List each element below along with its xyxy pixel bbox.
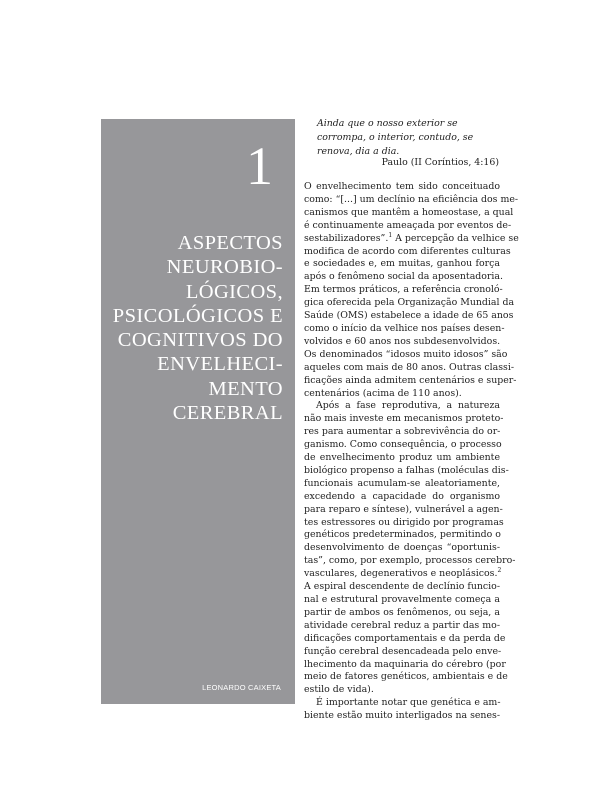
body-line: canismos que mantêm a homeostase, a qual (304, 206, 514, 218)
body-line: desenvolvimento de doenças “oportunis- (304, 542, 500, 554)
body-line: é continuamente ameaçada por eventos de- (304, 219, 512, 231)
body-line: Saúde (OMS) estabelece a idade de 65 anos (304, 310, 514, 322)
reference-mark: 2 (497, 567, 502, 575)
body-line-head: sestabilizadores”. (304, 232, 389, 244)
body-line: aqueles com mais de 80 anos. Outras classi- (304, 361, 515, 373)
body-line: Em termos práticos, a referência cronoló- (304, 284, 503, 296)
body-line: res para aumentar a sobrevivência do or- (304, 426, 501, 438)
body-line (304, 231, 519, 246)
body-line: biente estão muito interligados na senes- (304, 710, 500, 722)
body-line: partir de ambos os fenômenos, ou seja, a (304, 606, 500, 618)
body-line: A espiral descendente de declínio funcio- (304, 581, 500, 593)
body-line: dificações comportamentais e da perda de (304, 632, 506, 644)
body-text (304, 181, 519, 723)
body-line: centenários (acima de 110 anos). (304, 387, 462, 399)
chapter-title-line: PSICOLÓGICOS E (112, 304, 283, 327)
chapter-title-line: LÓGICOS, (185, 280, 283, 303)
body-line: não mais investe em mecanismos protetо- (304, 413, 504, 425)
body-line (304, 568, 500, 581)
body-line: e sociedades e, em muitas, ganhou força (304, 258, 500, 270)
epigraph-line: corrompa, o interior, contudo, se (317, 131, 474, 143)
body-line: função cerebral desencadeada pelo enve- (304, 645, 502, 657)
body-line: tas”, como, por exemplo, processos cerebro- (304, 555, 516, 567)
body-line: de envelhecimento produz um ambiente (304, 452, 500, 464)
body-line: genéticos predeterminados, permitindo o (304, 529, 501, 541)
body-line: atividade cerebral reduz a partir das mo- (304, 619, 500, 631)
reference-mark: 1 (388, 231, 393, 239)
body-line: meio de fatores genéticos, ambientais e de (304, 671, 508, 683)
epigraph (317, 117, 499, 158)
body-line: biológico propenso a falhas (moléculas dis- (304, 464, 509, 476)
body-line: tes estressores ou dirigido por programas (304, 516, 504, 528)
chapter-title (101, 231, 283, 425)
body-line: O envelhecimento tem sido conceituado (304, 181, 500, 192)
body-line: gica oferecida pela Organização Mundial da (304, 297, 515, 309)
body-line: lhecimento da maquinaria do cérebro (por (304, 658, 506, 670)
chapter-title-line: ENVELHECI- (157, 353, 283, 376)
body-line: ficações ainda admitem centenários e super- (304, 374, 517, 386)
body-line-tail: A percepção da velhice se (392, 232, 519, 244)
epigraph-line: renova, dia a dia. (317, 145, 400, 157)
body-line: Após a fase reprodutiva, a natureza (316, 400, 500, 412)
body-line: estilo de vida). (304, 684, 374, 696)
body-line: como: “[...] um declínio na eficiência dos me- (304, 193, 519, 205)
body-line: após o fenômeno social da aposentadoria. (304, 271, 503, 283)
body-line: nal e estrutural provavelmente começa a (304, 594, 500, 605)
epigraph-source: Paulo (II Coríntios, 4:16) (381, 157, 499, 168)
author-name: LEONARDO CAIXETA (202, 683, 281, 692)
body-line: É importante notar que genética e am- (316, 697, 501, 709)
chapter-sidebar (101, 119, 295, 704)
body-line: excedendo a capacidade do organismo (304, 490, 500, 502)
epigraph-line: Ainda que o nosso exterior se (317, 118, 458, 129)
chapter-title-line: CEREBRAL (172, 402, 283, 425)
body-line: para reparo e síntese), vulnerável a agen- (304, 503, 503, 515)
chapter-title-line: MENTO (208, 377, 283, 400)
body-line: funcionais acumulam-se aleatoriamente, (304, 477, 500, 489)
chapter-title-line: NEUROBIO- (166, 256, 283, 279)
chapter-title-line: COGNITIVOS DO (117, 329, 283, 352)
body-line-text: vasculares, degenerativos e neoplásicos. (304, 568, 498, 580)
body-line: volvidos e 60 anos nos subdesenvolvidos. (304, 335, 501, 347)
chapter-title-line: ASPECTOS (177, 232, 283, 254)
chapter-number: 1 (246, 136, 273, 196)
body-line: como o início da velhice nos países desen- (304, 322, 505, 334)
body-line: ganismo. Como consequência, o processo (304, 439, 502, 451)
body-line: modifica de acordo com diferentes culturas (304, 245, 511, 257)
body-line: Os denominados “idosos muito idosos” são (304, 348, 508, 360)
